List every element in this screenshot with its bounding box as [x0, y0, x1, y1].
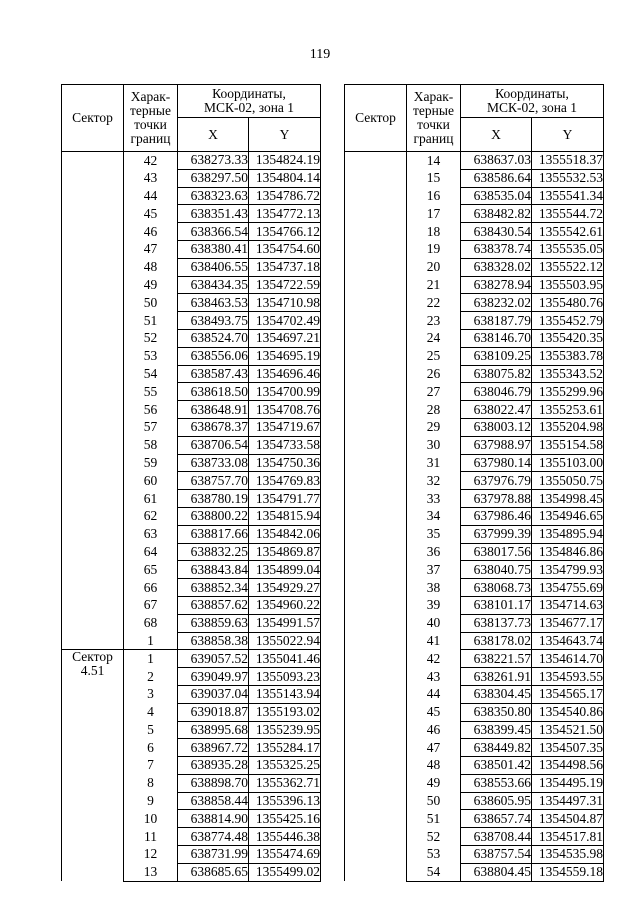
x-cell: 638657.74 [461, 810, 532, 828]
y-cell: 1355499.02 [249, 863, 321, 881]
point-cell: 7 [124, 757, 178, 775]
x-cell: 638857.62 [178, 596, 249, 614]
x-cell: 638278.94 [461, 276, 532, 294]
x-cell: 638378.74 [461, 240, 532, 258]
y-cell: 1354733.58 [249, 436, 321, 454]
x-cell: 638297.50 [178, 169, 249, 187]
y-cell: 1354696.46 [249, 365, 321, 383]
point-cell: 2 [124, 668, 178, 686]
x-cell: 638350.80 [461, 703, 532, 721]
x-cell: 638178.02 [461, 632, 532, 650]
y-cell: 1355284.17 [249, 739, 321, 757]
x-cell: 639049.97 [178, 668, 249, 686]
y-cell: 1355503.95 [532, 276, 604, 294]
x-cell: 639018.87 [178, 703, 249, 721]
x-cell: 638075.82 [461, 365, 532, 383]
table-body-right [345, 152, 604, 882]
x-cell: 637988.97 [461, 436, 532, 454]
x-cell: 639057.52 [178, 650, 249, 668]
point-cell: 8 [124, 774, 178, 792]
y-cell: 1355343.52 [532, 365, 604, 383]
point-cell: 64 [124, 543, 178, 561]
x-cell: 638618.50 [178, 383, 249, 401]
point-cell: 53 [407, 846, 461, 864]
header-x: X [178, 118, 249, 152]
point-cell: 30 [407, 436, 461, 454]
y-cell: 1354565.17 [532, 685, 604, 703]
point-cell: 51 [124, 312, 178, 330]
x-cell: 639037.04 [178, 685, 249, 703]
point-cell: 46 [407, 721, 461, 739]
y-cell: 1355396.13 [249, 792, 321, 810]
x-cell: 638535.04 [461, 187, 532, 205]
header-coordinates: Координаты, МСК-02, зона 1 [178, 85, 321, 118]
x-cell: 638101.17 [461, 596, 532, 614]
y-cell: 1354750.36 [249, 454, 321, 472]
point-cell: 56 [124, 401, 178, 419]
x-cell: 638003.12 [461, 418, 532, 436]
point-cell: 34 [407, 507, 461, 525]
point-cell: 5 [124, 721, 178, 739]
header-sector: Сектор [62, 85, 124, 152]
header-coordinates: Координаты, МСК-02, зона 1 [461, 85, 604, 118]
point-cell: 49 [407, 774, 461, 792]
x-cell: 638068.73 [461, 579, 532, 597]
header-y: Y [249, 118, 321, 152]
x-cell: 638995.68 [178, 721, 249, 739]
y-cell: 1354710.98 [249, 294, 321, 312]
y-cell: 1355446.38 [249, 828, 321, 846]
point-cell: 6 [124, 739, 178, 757]
y-cell: 1355383.78 [532, 347, 604, 365]
point-cell: 17 [407, 205, 461, 223]
x-cell: 638109.25 [461, 347, 532, 365]
x-cell: 638859.63 [178, 614, 249, 632]
point-cell: 33 [407, 490, 461, 508]
point-cell: 47 [407, 739, 461, 757]
x-cell: 638304.45 [461, 685, 532, 703]
x-cell: 638232.02 [461, 294, 532, 312]
table-row [62, 152, 321, 170]
point-cell: 59 [124, 454, 178, 472]
point-cell: 58 [124, 436, 178, 454]
x-cell: 638678.37 [178, 418, 249, 436]
y-cell: 1355143.94 [249, 685, 321, 703]
y-cell: 1354899.04 [249, 561, 321, 579]
point-cell: 25 [407, 347, 461, 365]
x-cell: 638967.72 [178, 739, 249, 757]
x-cell: 637980.14 [461, 454, 532, 472]
x-cell: 638935.28 [178, 757, 249, 775]
y-cell: 1355420.35 [532, 329, 604, 347]
point-cell: 62 [124, 507, 178, 525]
x-cell: 638482.82 [461, 205, 532, 223]
point-cell: 1 [124, 650, 178, 668]
point-cell: 48 [407, 757, 461, 775]
point-cell: 54 [407, 863, 461, 881]
x-cell: 638852.34 [178, 579, 249, 597]
x-cell: 638430.54 [461, 223, 532, 241]
y-cell: 1355022.94 [249, 632, 321, 650]
x-cell: 638800.22 [178, 507, 249, 525]
x-cell: 638858.44 [178, 792, 249, 810]
point-cell: 1 [124, 632, 178, 650]
y-cell: 1354998.45 [532, 490, 604, 508]
y-cell: 1354929.27 [249, 579, 321, 597]
point-cell: 44 [124, 187, 178, 205]
x-cell: 638685.65 [178, 863, 249, 881]
y-cell: 1354815.94 [249, 507, 321, 525]
point-cell: 54 [124, 365, 178, 383]
page-number: 119 [309, 47, 331, 62]
point-cell: 31 [407, 454, 461, 472]
x-cell: 638774.48 [178, 828, 249, 846]
y-cell: 1355532.53 [532, 169, 604, 187]
point-cell: 55 [124, 383, 178, 401]
point-cell: 51 [407, 810, 461, 828]
y-cell: 1355544.72 [532, 205, 604, 223]
point-cell: 35 [407, 525, 461, 543]
point-cell: 44 [407, 685, 461, 703]
y-cell: 1355480.76 [532, 294, 604, 312]
x-cell: 637999.39 [461, 525, 532, 543]
y-cell: 1354960.22 [249, 596, 321, 614]
point-cell: 50 [124, 294, 178, 312]
y-cell: 1354540.86 [532, 703, 604, 721]
y-cell: 1354722.59 [249, 276, 321, 294]
x-cell: 638022.47 [461, 401, 532, 419]
x-cell: 638898.70 [178, 774, 249, 792]
x-cell: 638524.70 [178, 329, 249, 347]
x-cell: 638463.53 [178, 294, 249, 312]
point-cell: 22 [407, 294, 461, 312]
x-cell: 638351.43 [178, 205, 249, 223]
y-cell: 1354791.77 [249, 490, 321, 508]
y-cell: 1355041.46 [249, 650, 321, 668]
point-cell: 9 [124, 792, 178, 810]
point-cell: 42 [407, 650, 461, 668]
y-cell: 1354737.18 [249, 258, 321, 276]
x-cell: 638648.91 [178, 401, 249, 419]
point-cell: 57 [124, 418, 178, 436]
x-cell: 638706.54 [178, 436, 249, 454]
y-cell: 1354842.06 [249, 525, 321, 543]
y-cell: 1354643.74 [532, 632, 604, 650]
x-cell: 638553.66 [461, 774, 532, 792]
x-cell: 638780.19 [178, 490, 249, 508]
point-cell: 42 [124, 152, 178, 170]
point-cell: 21 [407, 276, 461, 294]
y-cell: 1354754.60 [249, 240, 321, 258]
point-cell: 50 [407, 792, 461, 810]
point-cell: 32 [407, 472, 461, 490]
point-cell: 11 [124, 828, 178, 846]
coordinates-table-left [61, 84, 321, 882]
point-cell: 37 [407, 561, 461, 579]
y-cell: 1354799.93 [532, 561, 604, 579]
x-cell: 638586.64 [461, 169, 532, 187]
y-cell: 1355535.05 [532, 240, 604, 258]
y-cell: 1354517.81 [532, 828, 604, 846]
x-cell: 638708.44 [461, 828, 532, 846]
x-cell: 638046.79 [461, 383, 532, 401]
point-cell: 24 [407, 329, 461, 347]
x-cell: 638493.75 [178, 312, 249, 330]
y-cell: 1354824.19 [249, 152, 321, 170]
point-cell: 29 [407, 418, 461, 436]
point-cell: 19 [407, 240, 461, 258]
point-cell: 18 [407, 223, 461, 241]
point-cell: 47 [124, 240, 178, 258]
x-cell: 638733.08 [178, 454, 249, 472]
y-cell: 1355093.23 [249, 668, 321, 686]
y-cell: 1354507.35 [532, 739, 604, 757]
header-points-bottom: точки границ [407, 118, 461, 152]
point-cell: 67 [124, 596, 178, 614]
x-cell: 638817.66 [178, 525, 249, 543]
point-cell: 3 [124, 685, 178, 703]
point-cell: 48 [124, 258, 178, 276]
point-cell: 41 [407, 632, 461, 650]
point-cell: 61 [124, 490, 178, 508]
y-cell: 1354535.98 [532, 846, 604, 864]
y-cell: 1355325.25 [249, 757, 321, 775]
y-cell: 1355154.58 [532, 436, 604, 454]
point-cell: 16 [407, 187, 461, 205]
y-cell: 1354846.86 [532, 543, 604, 561]
point-cell: 27 [407, 383, 461, 401]
x-cell: 638137.73 [461, 614, 532, 632]
y-cell: 1354593.55 [532, 668, 604, 686]
y-cell: 1355518.37 [532, 152, 604, 170]
sector-cell: Сектор 4.51 [62, 650, 124, 881]
point-cell: 39 [407, 596, 461, 614]
x-cell: 638832.25 [178, 543, 249, 561]
sector-cell [62, 152, 124, 650]
sector-cell [345, 152, 407, 882]
y-cell: 1355253.61 [532, 401, 604, 419]
point-cell: 46 [124, 223, 178, 241]
point-cell: 13 [124, 863, 178, 881]
header-points-top: Харак- терные [124, 85, 178, 118]
point-cell: 40 [407, 614, 461, 632]
point-cell: 66 [124, 579, 178, 597]
x-cell: 638605.95 [461, 792, 532, 810]
y-cell: 1355299.96 [532, 383, 604, 401]
x-cell: 638380.41 [178, 240, 249, 258]
point-cell: 26 [407, 365, 461, 383]
y-cell: 1354677.17 [532, 614, 604, 632]
x-cell: 637978.88 [461, 490, 532, 508]
x-cell: 638814.90 [178, 810, 249, 828]
x-cell: 638261.91 [461, 668, 532, 686]
x-cell: 638731.99 [178, 846, 249, 864]
header-y: Y [532, 118, 604, 152]
y-cell: 1355541.34 [532, 187, 604, 205]
y-cell: 1354755.69 [532, 579, 604, 597]
y-cell: 1355239.95 [249, 721, 321, 739]
y-cell: 1354498.56 [532, 757, 604, 775]
y-cell: 1355425.16 [249, 810, 321, 828]
y-cell: 1354521.50 [532, 721, 604, 739]
x-cell: 637976.79 [461, 472, 532, 490]
y-cell: 1354559.18 [532, 863, 604, 881]
y-cell: 1355204.98 [532, 418, 604, 436]
table-body-left [62, 152, 321, 882]
y-cell: 1354700.99 [249, 383, 321, 401]
x-cell: 638501.42 [461, 757, 532, 775]
x-cell: 638843.84 [178, 561, 249, 579]
y-cell: 1354769.83 [249, 472, 321, 490]
header-points-bottom: точки границ [124, 118, 178, 152]
y-cell: 1355542.61 [532, 223, 604, 241]
point-cell: 52 [124, 329, 178, 347]
y-cell: 1354719.67 [249, 418, 321, 436]
y-cell: 1354697.21 [249, 329, 321, 347]
x-cell: 638804.45 [461, 863, 532, 881]
table-row [62, 650, 321, 668]
x-cell: 638017.56 [461, 543, 532, 561]
x-cell: 638556.06 [178, 347, 249, 365]
y-cell: 1354614.70 [532, 650, 604, 668]
point-cell: 43 [407, 668, 461, 686]
y-cell: 1354804.14 [249, 169, 321, 187]
y-cell: 1355522.12 [532, 258, 604, 276]
point-cell: 20 [407, 258, 461, 276]
x-cell: 638587.43 [178, 365, 249, 383]
x-cell: 638323.63 [178, 187, 249, 205]
y-cell: 1354786.72 [249, 187, 321, 205]
y-cell: 1355050.75 [532, 472, 604, 490]
coordinates-table-right [344, 84, 604, 882]
point-cell: 53 [124, 347, 178, 365]
point-cell: 23 [407, 312, 461, 330]
header-points-top: Харак- терные [407, 85, 461, 118]
y-cell: 1354702.49 [249, 312, 321, 330]
table-row [345, 152, 604, 170]
x-cell: 638146.70 [461, 329, 532, 347]
header-x: X [461, 118, 532, 152]
y-cell: 1355362.71 [249, 774, 321, 792]
x-cell: 638757.54 [461, 846, 532, 864]
point-cell: 65 [124, 561, 178, 579]
y-cell: 1355103.00 [532, 454, 604, 472]
point-cell: 49 [124, 276, 178, 294]
header-sector: Сектор [345, 85, 407, 152]
y-cell: 1354946.65 [532, 507, 604, 525]
point-cell: 68 [124, 614, 178, 632]
point-cell: 28 [407, 401, 461, 419]
y-cell: 1354895.94 [532, 525, 604, 543]
x-cell: 637986.46 [461, 507, 532, 525]
x-cell: 638449.82 [461, 739, 532, 757]
x-cell: 638434.35 [178, 276, 249, 294]
y-cell: 1354991.57 [249, 614, 321, 632]
x-cell: 638858.38 [178, 632, 249, 650]
point-cell: 45 [124, 205, 178, 223]
y-cell: 1355452.79 [532, 312, 604, 330]
y-cell: 1354869.87 [249, 543, 321, 561]
point-cell: 4 [124, 703, 178, 721]
point-cell: 60 [124, 472, 178, 490]
point-cell: 10 [124, 810, 178, 828]
y-cell: 1354766.12 [249, 223, 321, 241]
y-cell: 1354714.63 [532, 596, 604, 614]
point-cell: 45 [407, 703, 461, 721]
x-cell: 638273.33 [178, 152, 249, 170]
y-cell: 1354495.19 [532, 774, 604, 792]
point-cell: 14 [407, 152, 461, 170]
point-cell: 63 [124, 525, 178, 543]
y-cell: 1354497.31 [532, 792, 604, 810]
y-cell: 1355474.69 [249, 846, 321, 864]
y-cell: 1354504.87 [532, 810, 604, 828]
point-cell: 36 [407, 543, 461, 561]
x-cell: 638187.79 [461, 312, 532, 330]
point-cell: 52 [407, 828, 461, 846]
y-cell: 1354695.19 [249, 347, 321, 365]
x-cell: 638221.57 [461, 650, 532, 668]
point-cell: 43 [124, 169, 178, 187]
x-cell: 638366.54 [178, 223, 249, 241]
x-cell: 638399.45 [461, 721, 532, 739]
x-cell: 638328.02 [461, 258, 532, 276]
point-cell: 38 [407, 579, 461, 597]
x-cell: 638406.55 [178, 258, 249, 276]
point-cell: 12 [124, 846, 178, 864]
y-cell: 1354772.13 [249, 205, 321, 223]
x-cell: 638637.03 [461, 152, 532, 170]
y-cell: 1355193.02 [249, 703, 321, 721]
x-cell: 638040.75 [461, 561, 532, 579]
x-cell: 638757.70 [178, 472, 249, 490]
point-cell: 15 [407, 169, 461, 187]
y-cell: 1354708.76 [249, 401, 321, 419]
